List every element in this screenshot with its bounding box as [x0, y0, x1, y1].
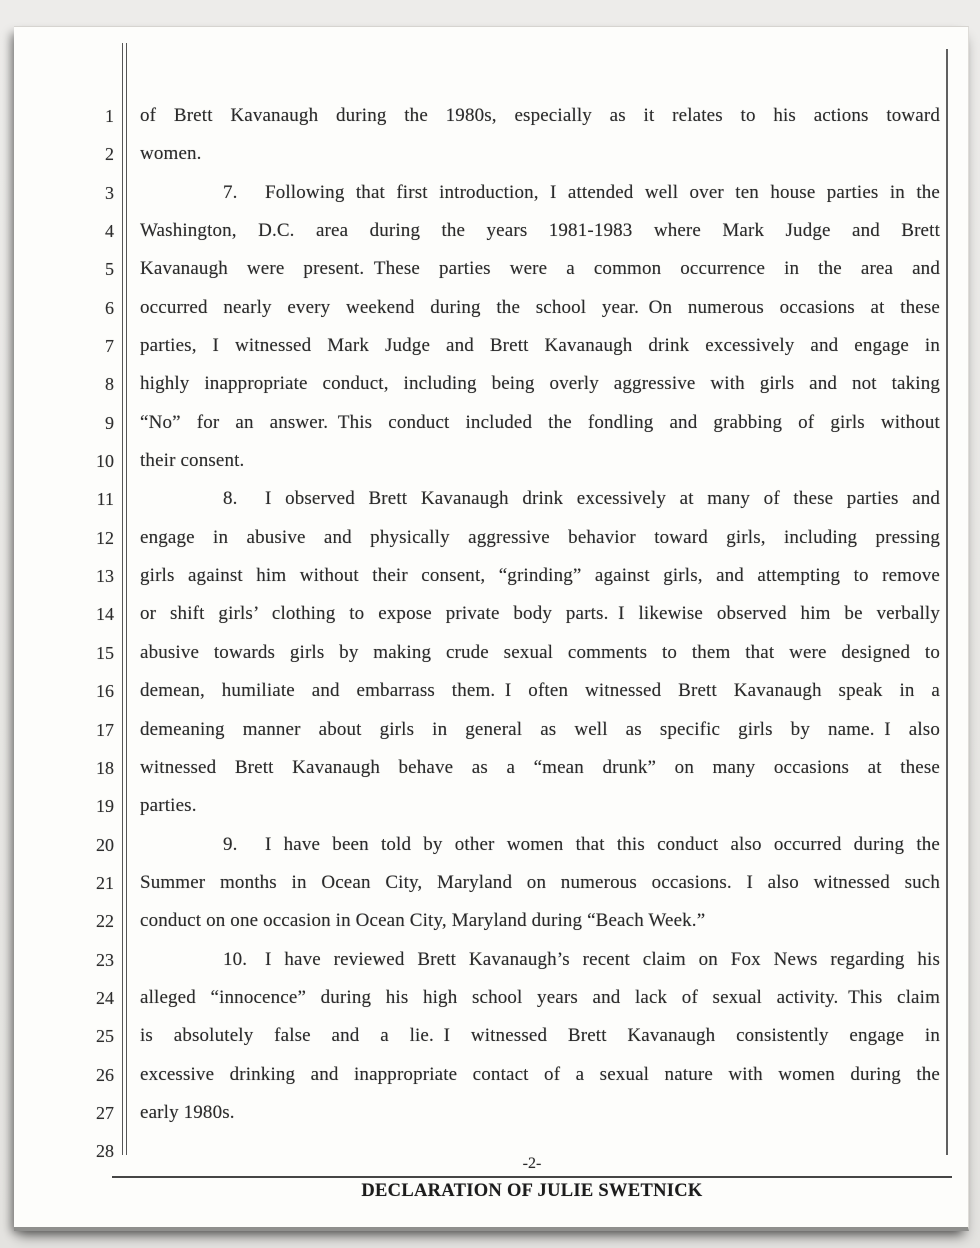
line-text-content: conduct on one occasion in Ocean City, Maryland during “Beach Week.” [140, 910, 706, 932]
pleading-line [14, 327, 968, 365]
line-text-content: is absolutely false and a lie. I witnessed Brett Kavanaugh consistently engage in [140, 1025, 940, 1047]
line-number: 24 [96, 987, 114, 1008]
line-text [140, 749, 940, 787]
line-text-content: alleged “innocence” during his high school years and lack of sexual activity. This claim [140, 986, 940, 1008]
line-text [140, 787, 940, 825]
paragraph-number: 8. [223, 488, 238, 510]
line-text [140, 365, 940, 403]
line-number: 18 [96, 757, 114, 778]
line-number: 1 [105, 106, 114, 126]
pleading-line [14, 519, 968, 557]
pleading-line [14, 902, 968, 940]
line-text-content: Following that first introduction, I attended well over ten house parties in the [265, 181, 940, 203]
line-number: 22 [96, 911, 114, 932]
pleading-line [14, 864, 968, 902]
line-text-content: “No” for an answer. This conduct included the fondling and grabbing of girls without [140, 411, 940, 433]
pleading-line [14, 749, 968, 787]
line-number: 23 [96, 949, 114, 970]
line-text [140, 1094, 940, 1132]
line-text-content: demeaning manner about girls in general as well as specific girls by name. I also [140, 718, 940, 740]
line-number: 8 [105, 374, 114, 395]
line-number: 27 [96, 1102, 114, 1123]
page-footer [112, 1153, 952, 1202]
pleading-line [14, 97, 968, 135]
line-number: 3 [105, 182, 114, 203]
line-text [140, 634, 940, 672]
line-text [140, 212, 940, 250]
line-number: 15 [96, 642, 114, 663]
line-text-content: parties, I witnessed Mark Judge and Brett Kavanaugh drink excessively and engage in [140, 335, 940, 357]
line-text [140, 711, 940, 749]
line-number: 21 [96, 872, 114, 893]
line-text [140, 442, 940, 480]
line-number: 26 [96, 1064, 114, 1085]
line-text-content: women. [140, 143, 202, 165]
page-number: -2- [522, 1155, 542, 1172]
line-text [140, 327, 940, 365]
line-text [140, 941, 940, 979]
line-text-content: I observed Brett Kavanaugh drink excessively at many of these parties and [265, 488, 940, 510]
line-text [140, 595, 940, 633]
line-text [140, 480, 940, 518]
line-text [140, 174, 940, 212]
line-text-content: Summer months in Ocean City, Maryland on numerous occasions. I also witnessed such [140, 871, 940, 893]
line-text-content: Washington, D.C. area during the years 1981-1983 where Mark Judge and Brett [140, 220, 940, 242]
pleading-line [14, 711, 968, 749]
pleading-line [14, 826, 968, 864]
line-number: 7 [105, 336, 114, 357]
line-number: 9 [105, 412, 114, 433]
line-text-content: occurred nearly every weekend during the school year. On numerous occasions at these [140, 296, 940, 318]
line-text-content: I have reviewed Brett Kavanaugh’s recent claim on Fox News regarding his [265, 948, 940, 970]
pleading-line [14, 1056, 968, 1094]
line-text-content: or shift girls’ clothing to expose private body parts. I likewise observed him be verbally [140, 603, 940, 625]
pleading-line [14, 557, 968, 595]
line-number: 4 [105, 221, 114, 242]
pleading-line [14, 480, 968, 518]
pleading-line [14, 1094, 968, 1132]
line-number: 20 [96, 834, 114, 855]
pleading-lines [14, 97, 968, 1171]
document-title: DECLARATION OF JULIE SWETNICK [361, 1181, 703, 1201]
paragraph-number: 7. [223, 181, 238, 203]
pleading-line [14, 212, 968, 250]
line-number: 28 [96, 1141, 114, 1162]
pleading-line [14, 250, 968, 288]
line-number: 12 [96, 527, 114, 548]
line-number: 19 [96, 796, 114, 817]
line-number: 6 [105, 297, 114, 318]
line-text-content: excessive drinking and inappropriate contact of a sexual nature with women during the [140, 1063, 940, 1085]
line-number: 16 [96, 681, 114, 702]
line-text [140, 902, 940, 940]
paragraph-number: 10. [223, 948, 248, 970]
line-text-content: parties. [140, 795, 197, 817]
line-text [140, 979, 940, 1017]
pleading-line [14, 634, 968, 672]
line-text-content: Kavanaugh were present. These parties were a common occurrence in the area and [140, 258, 940, 280]
line-text [140, 1056, 940, 1094]
line-text-content: abusive towards girls by making crude sexual comments to them that were designed to [140, 641, 940, 663]
line-text-content: demean, humiliate and embarrass them. I often witnessed Brett Kavanaugh speak in a [140, 680, 940, 702]
line-text [140, 826, 940, 864]
pleading-line [14, 289, 968, 327]
line-text [140, 1017, 940, 1055]
line-text [140, 672, 940, 710]
line-text-content: engage in abusive and physically aggressive behavior toward girls, including pressing [140, 526, 940, 548]
pleading-line [14, 979, 968, 1017]
line-text-content: I have been told by other women that this conduct also occurred during the [265, 833, 940, 855]
pleading-line [14, 135, 968, 173]
line-number: 13 [96, 566, 114, 587]
pleading-line [14, 442, 968, 480]
pleading-line [14, 595, 968, 633]
line-text-content: their consent. [140, 450, 245, 472]
line-text [140, 135, 940, 173]
pleading-line [14, 941, 968, 979]
line-text [140, 289, 940, 327]
line-number: 10 [96, 451, 114, 472]
pleading-page [14, 26, 969, 1231]
pleading-line [14, 787, 968, 825]
pleading-line [14, 365, 968, 403]
line-number: 11 [96, 489, 114, 510]
line-text [140, 557, 940, 595]
line-number: 14 [96, 604, 114, 625]
line-number: 2 [105, 144, 114, 165]
line-text-content: highly inappropriate conduct, including being overly aggressive with girls and not taking [140, 373, 940, 395]
line-number: 17 [96, 719, 114, 740]
pleading-line [14, 1017, 968, 1055]
line-text [140, 519, 940, 557]
line-text [140, 97, 940, 135]
line-text-content: early 1980s. [140, 1101, 235, 1123]
footer-rule [112, 1176, 952, 1178]
pleading-line [14, 404, 968, 442]
line-text-content: witnessed Brett Kavanaugh behave as a “mean drunk” on many occasions at these [140, 756, 940, 778]
line-number: 25 [96, 1026, 114, 1047]
line-text-content: of Brett Kavanaugh during the 1980s, especially as it relates to his actions toward [140, 105, 940, 126]
pleading-line [14, 174, 968, 212]
line-text [140, 864, 940, 902]
line-number: 5 [105, 259, 114, 280]
line-text [140, 404, 940, 442]
line-text [140, 250, 940, 288]
pleading-line [14, 672, 968, 710]
line-text-content: girls against him without their consent, “grinding” against girls, and attempting to remove [140, 565, 940, 587]
paragraph-number: 9. [223, 833, 238, 855]
